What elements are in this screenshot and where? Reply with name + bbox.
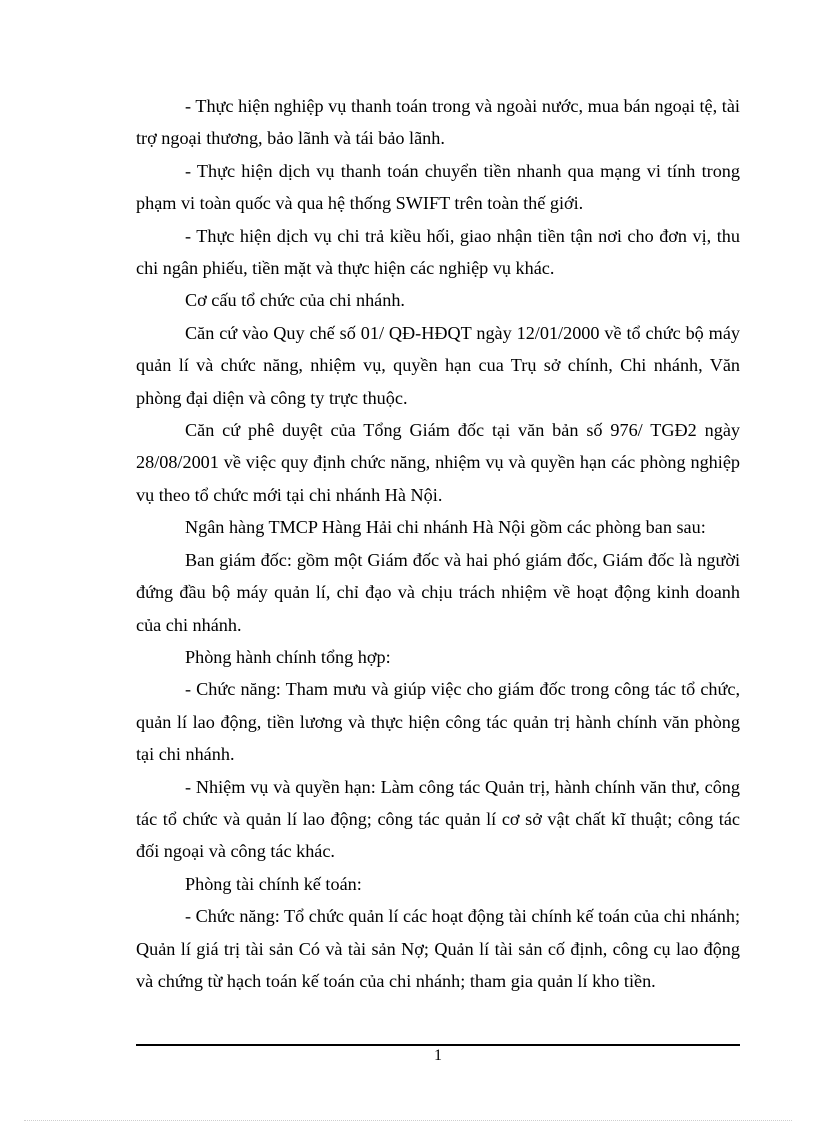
page-bottom-edge — [24, 1120, 792, 1121]
paragraph-departments-intro: Ngân hàng TMCP Hàng Hải chi nhánh Hà Nội gồm các phòng ban sau: — [185, 517, 706, 538]
document-body — [136, 90, 740, 997]
page-number: 1 — [434, 1047, 442, 1064]
paragraph-transfer-services: - Thực hiện dịch vụ thanh toán chuyển tiền nhanh qua mạng vi tính trong phạm vi toàn quốc và qua hệ thống SWIFT trên toàn thế giới. — [136, 160, 740, 214]
paragraph-payment-services: - Thực hiện nghiệp vụ thanh toán trong và ngoài nước, mua bán ngoại tệ, tài trợ ngoại thương, bảo lãnh và tái bảo lãnh. — [136, 96, 740, 149]
paragraph-regulation-basis: Căn cứ vào Quy chế số 01/ QĐ-HĐQT ngày 12/01/2000 về tổ chức bộ máy quản lí và chức năng, nhiệm vụ, quyền hạn cua Trụ sở chính, Chi nhánh, Văn phòng đại diện và công ty trực thuộc. — [136, 322, 740, 408]
paragraph-board-of-directors: Ban giám đốc: gồm một Giám đốc và hai phó giám đốc, Giám đốc là người đứng đầu bộ máy quản lí, chỉ đạo và chịu trách nhiệm về hoạt động kinh doanh của chi nhánh. — [136, 549, 740, 635]
paragraph-remittance-services: - Thực hiện dịch vụ chi trả kiều hối, giao nhận tiền tận nơi cho đơn vị, thu chi ngân phiếu, tiền mặt và thực hiện các nghiệp vụ khác. — [136, 225, 740, 279]
paragraph-admin-dept-heading: Phòng hành chính tổng hợp: — [185, 646, 391, 667]
paragraph-finance-dept-heading: Phòng tài chính kế toán: — [185, 873, 362, 894]
paragraph-admin-function: - Chức năng: Tham mưu và giúp việc cho giám đốc trong công tác tổ chức, quản lí lao động, tiền lương và thực hiện công tác quản trị hành chính văn phòng tại chi nhánh. — [136, 679, 740, 765]
paragraph-admin-duties: - Nhiệm vụ và quyền hạn: Làm công tác Quản trị, hành chính văn thư, công tác tổ chức và quản lí lao động; công tác quản lí cơ sở vật chất kĩ thuật; công tác đối ngoại và công tác khác. — [136, 776, 740, 862]
footer-divider — [136, 1044, 740, 1046]
paragraph-approval-basis: Căn cứ phê duyệt của Tổng Giám đốc tại văn bản số 976/ TGĐ2 ngày 28/08/2001 về việc quy định chức năng, nhiệm vụ và quyền hạn các phòng nghiệp vụ theo tổ chức mới tại chi nhánh Hà Nội. — [136, 420, 740, 505]
paragraph-org-structure-heading: Cơ cấu tổ chức của chi nhánh. — [185, 290, 405, 311]
paragraph-finance-function: - Chức năng: Tổ chức quản lí các hoạt động tài chính kế toán của chi nhánh; Quản lí giá trị tài sản Có và tài sản Nợ; Quản lí tài sản cố định, công cụ lao động và chứng từ hạch toán kế toán của chi nhánh; tham gia quản lí kho tiền. — [136, 906, 740, 991]
